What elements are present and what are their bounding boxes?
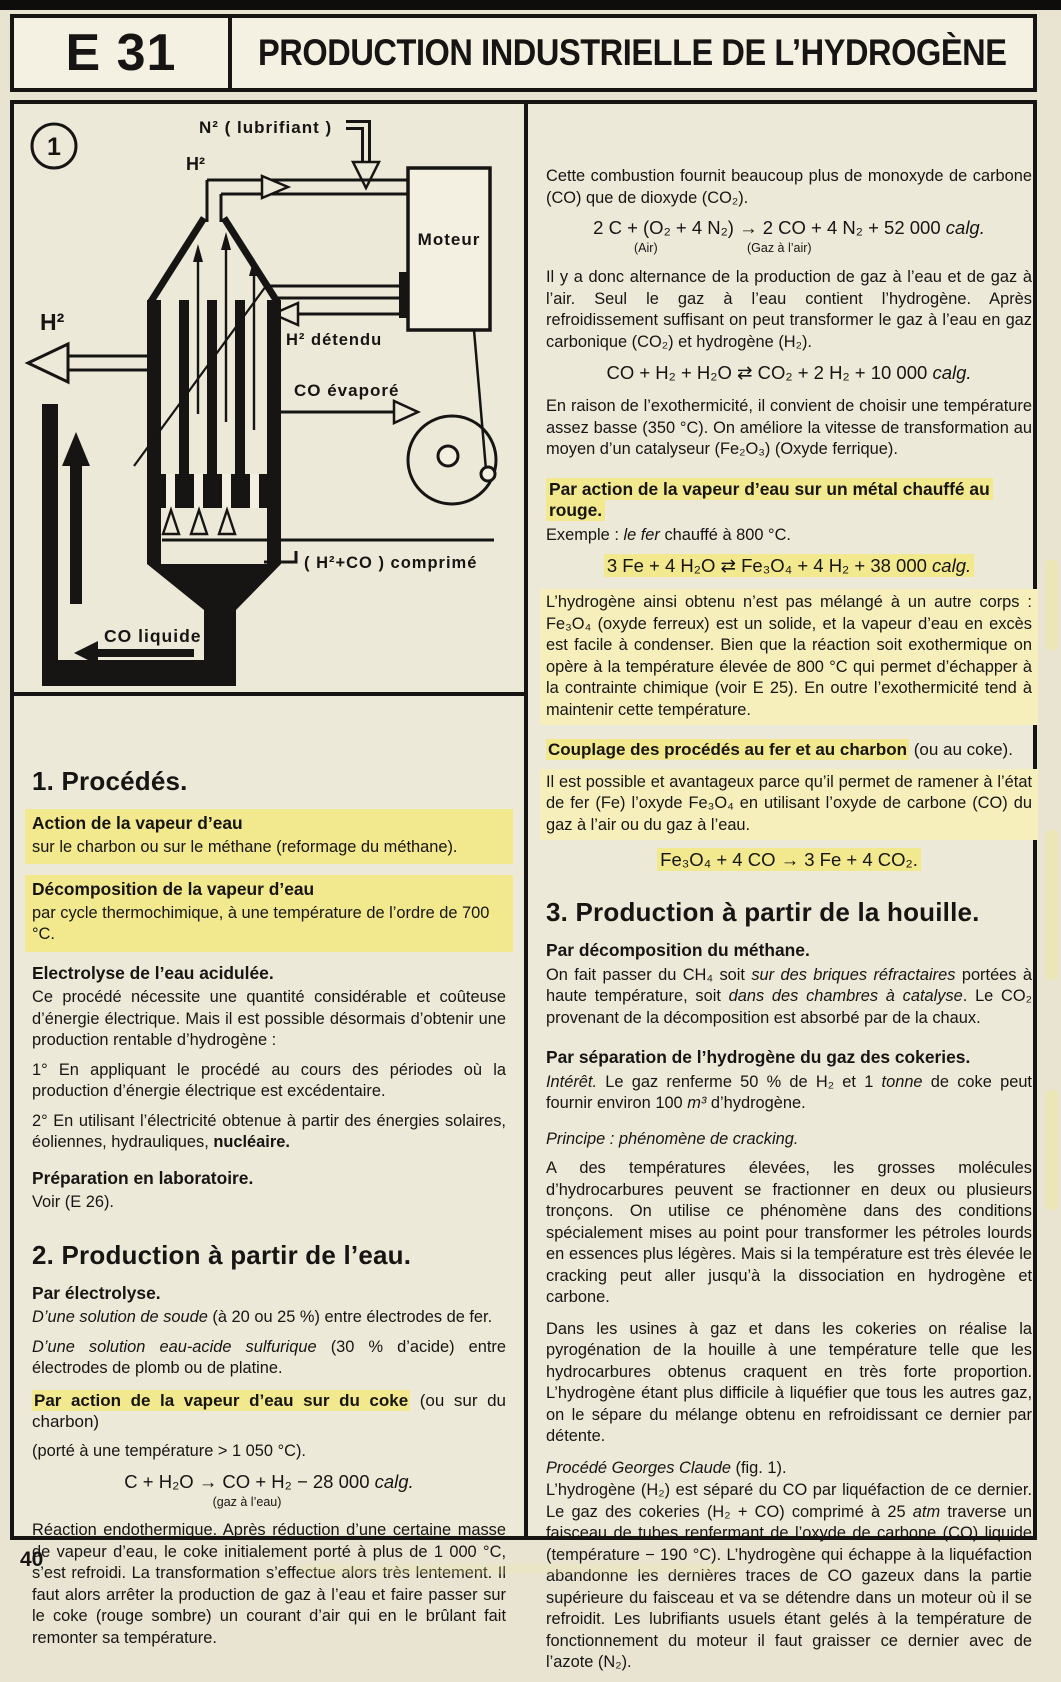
paragraph: (porté à une température > 1 050 °C). bbox=[32, 1441, 306, 1460]
paragraph: D’une solution eau-acide sulfurique (30 % d’acide) entre électrodes de plomb ou de platine. bbox=[32, 1337, 506, 1377]
hood-wall bbox=[224, 218, 278, 303]
highlight-block-vapeur bbox=[25, 809, 513, 864]
equation-reduction: Fe₃O₄ + 4 CO → 3 Fe + 4 CO₂. bbox=[546, 849, 1032, 871]
column-divider bbox=[524, 100, 528, 1540]
title-cell bbox=[232, 18, 1033, 88]
label-h2co-comprime: ( H²+CO ) comprimé bbox=[304, 554, 478, 572]
paragraph: En raison de l’exothermicité, il convient de choisir une température assez basse (350 °C). On améliore la vitesse de transformation au moyen d’un catalyseur (Fe₂O₃) (Oxyde ferrique). bbox=[546, 397, 1032, 458]
paragraph: A des températures élevées, les grosses molécules d’hydrocarbures peuvent se fractionner en deux ou plusieurs tronçons. On utilise ce phénomène dans des conditions spécialement mises au point pour transformer les pétroles lourds en essences plus légères. Mais si la température est très élevée le cracking peut aller jusqu’à la dissociation en hydrogène et carbone. bbox=[546, 1159, 1032, 1306]
bottom-duct bbox=[42, 660, 236, 686]
flow-right-arrow bbox=[394, 401, 418, 423]
right-column bbox=[546, 166, 1032, 1682]
subheading: Préparation en laboratoire. bbox=[32, 1167, 254, 1188]
label-n2-lubrifiant: N² ( lubrifiant ) bbox=[199, 118, 333, 137]
co-liquide-arrow-shaft bbox=[98, 649, 194, 657]
course-code: E 31 bbox=[14, 18, 232, 88]
paragraph: Réaction endothermique. Après réduction d’une certaine masse de vapeur d’eau, le coke initialement porté à plus de 1 000 °C, s’est refroidi. La transformation s’effectue alors très lentement. Il faut alors arrêter la production de gaz à l’eau et faire passer sur le coke (rouge sombre) un courant d’air qui en le brûlant fait remonter sa température. bbox=[32, 1521, 506, 1647]
crank-rod bbox=[474, 330, 486, 470]
paragraph: sur le charbon ou sur le méthane (reformage du méthane). bbox=[32, 837, 458, 856]
subheading: Electrolyse de l’eau acidulée. bbox=[32, 962, 274, 983]
feed-up-arrows bbox=[163, 510, 235, 534]
bottom-marker-streak bbox=[300, 1564, 720, 1574]
paragraph: 1° En appliquant le procédé au cours des périodes où la production d’énergie électrique est excédentaire. bbox=[32, 1060, 506, 1100]
tube-divider bbox=[207, 300, 217, 474]
paragraph: Voir (E 26). bbox=[32, 1193, 114, 1211]
paragraph: par cycle thermochimique, à une température de l’ordre de 700 °C. bbox=[32, 903, 490, 943]
page-title: PRODUCTION INDUSTRIELLE DE L’HYDROGÈNE bbox=[258, 32, 1007, 73]
crank-pin bbox=[481, 467, 495, 481]
paragraph: On fait passer du CH₄ soit sur des briques réfractaires portées à haute température, soit dans des chambres à catalyse. Le CO₂ provenant de la décomposition est absorbé par de la chaux. bbox=[546, 965, 1032, 1027]
paragraph-highlighted: L’hydrogène ainsi obtenu n’est pas mélangé à un autre corps : Fe₃O₄ (oxyde ferreux) est un solide, et la vapeur d’eau en excès est facile à condenser. Bien que la réaction soit exothermique on opère à la température élevée de 800 °C qui permet d’échapper à la contrainte chimique (voir E 25). En outre l’exothermicité tend à maintenir cette température. bbox=[540, 589, 1038, 725]
equation-fer-vapeur: 3 Fe + 4 H₂O ⇄ Fe₃O₄ + 4 H₂ + 38 000 calg. bbox=[546, 555, 1032, 577]
label-moteur: Moteur bbox=[417, 230, 481, 249]
equation-sublabels bbox=[546, 241, 1032, 257]
left-duct-wall bbox=[42, 404, 58, 686]
tube-slot bbox=[250, 474, 259, 508]
section-1-heading: 1. Procédés. bbox=[32, 766, 188, 796]
subheading-principe: Principe : phénomène de cracking. bbox=[546, 1129, 799, 1148]
equation-gaz-a-lair: 2 C + (O₂ + 4 N₂) → 2 CO + 4 N₂ + 52 000 calg. bbox=[593, 217, 985, 238]
subheading-metal-rouge: Par action de la vapeur d’eau sur un métal chauffé au rouge. bbox=[546, 479, 1032, 522]
header-box bbox=[10, 14, 1037, 92]
tube-divider bbox=[179, 300, 189, 474]
equation-sublabel: (gaz à l’eau) bbox=[212, 1495, 282, 1509]
tube-slot bbox=[194, 474, 203, 508]
subheading-georges-claude: Procédé Georges Claude (fig. 1). bbox=[546, 1458, 787, 1477]
hydrogen-liquefaction-diagram bbox=[14, 104, 524, 690]
paragraph: Il y a donc alternance de la production de gaz à l’eau et de gaz à l’air. Seul le gaz à l’eau contient l’hydrogène. Après refroidissement suffisant on peut transformer le gaz à l’eau en gaz carbonique (CO₂) et hydrogène (H₂). bbox=[546, 268, 1032, 351]
figure-1-panel bbox=[14, 104, 524, 690]
label-co-liquide: CO liquide bbox=[104, 626, 202, 646]
label-h2-top: H² bbox=[186, 154, 205, 174]
sublabel-gaz-a-lair: (Gaz à l’air) bbox=[747, 241, 812, 255]
reactor-wall-right bbox=[267, 300, 281, 564]
sublabel-air: (Air) bbox=[634, 241, 658, 255]
left-column bbox=[32, 766, 506, 1657]
tube-slot bbox=[166, 474, 175, 508]
subheading: Par séparation de l’hydrogène du gaz des cokeries. bbox=[546, 1047, 971, 1067]
scan-top-edge bbox=[0, 0, 1061, 10]
figure-number: 1 bbox=[47, 133, 61, 161]
paragraph: Ce procédé nécessite une quantité considérable et coûteuse d’énergie électrique. Mais il est possible désormais d’obtenir une production rentable d’hydrogène : bbox=[32, 988, 506, 1049]
paragraph-highlighted: Il est possible et avantageux parce qu’il permet de ramener à l’état de fer (Fe) l’oxyde Fe₃O₄ en utilisant l’oxyde de carbone (CO) du gaz à l’air ou du gaz à l’eau. bbox=[540, 769, 1038, 841]
subheading-coke: Par action de la vapeur d’eau sur du coke (ou sur du charbon) bbox=[32, 1390, 506, 1431]
equation-conversion: CO + H₂ + H₂O ⇄ CO₂ + 2 H₂ + 10 000 calg. bbox=[606, 362, 972, 383]
duct-up-arrow-shaft bbox=[70, 464, 82, 604]
paragraph: 2° En utilisant l’électricité obtenue à partir des énergies solaires, éoliennes, hydrauliques, nucléaire. bbox=[32, 1111, 506, 1151]
margin-marker-streak bbox=[1046, 560, 1058, 650]
moteur-inlet-tab bbox=[399, 272, 409, 318]
n2-pipe bbox=[346, 125, 366, 162]
subheading-couplage: Couplage des procédés au fer et au charbon (ou au coke). bbox=[548, 740, 1013, 759]
subheading: Par électrolyse. bbox=[32, 1282, 161, 1303]
label-h2-out: H² bbox=[40, 309, 65, 335]
subheading: Par décomposition du méthane. bbox=[546, 940, 810, 960]
paragraph: Intérêt. Le gaz renferme 50 % de H₂ et 1 tonne de coke peut fournir environ 100 m³ d’hydrogène. bbox=[546, 1072, 1032, 1112]
margin-marker-streak bbox=[1046, 830, 1058, 980]
figure-bottom-border bbox=[14, 692, 524, 696]
subheading: Décomposition de la vapeur d’eau bbox=[32, 879, 315, 899]
paragraph: L’hydrogène (H₂) est séparé du CO par liquéfaction de ce dernier. Le gaz des cokeries (H₂ + CO) comprimé à 25 atm traverse un faisceau de tubes renfermant de l’oxyde de carbone (CO) liquide (température − 190 °C). L’hydrogène qui échappe à la liquéfaction abandonne les dernières traces de CO gazeux dans la partie supérieure du faisceau et va se détendre dans un moteur où il se refroidit. Les lubrifiants usuels étant gelés à la température de fonctionnement du moteur il faut graisser ce dernier avec de l’azote (N₂). bbox=[546, 1481, 1032, 1671]
section-3-heading: 3. Production à partir de la houille. bbox=[546, 897, 980, 927]
equation-gaz-a-leau: C + H₂O → CO + H₂ − 28 000 calg. bbox=[124, 1471, 414, 1492]
label-co-evapore: CO évaporé bbox=[294, 381, 400, 400]
margin-marker-streak bbox=[1046, 1090, 1058, 1210]
subheading: Action de la vapeur d’eau bbox=[32, 813, 243, 833]
paragraph: D’une solution de soude (à 20 ou 25 %) entre électrodes de fer. bbox=[32, 1308, 493, 1326]
paragraph: Dans les usines à gaz et dans les cokeries on réalise la pyrogénation de la houille à une température telle que les hydrocarbures obtenus craquent en très forte proportion. L’hydrogène étant plus difficile à liquéfier que tous les autres gaz, on le sépare du mélange obtenu en refroidissant ce dernier par détente. bbox=[546, 1319, 1032, 1445]
label-h2-detendu: H² détendu bbox=[286, 331, 383, 349]
highlight-block-decomposition bbox=[25, 875, 513, 952]
flywheel-hub bbox=[438, 446, 458, 466]
section-2-heading: 2. Production à partir de l’eau. bbox=[32, 1239, 412, 1270]
n2-down-arrow bbox=[353, 162, 379, 188]
moteur-box bbox=[408, 168, 490, 330]
h2-out-arrow bbox=[28, 344, 68, 382]
paragraph-exemple: Exemple : le fer chauffé à 800 °C. bbox=[546, 525, 791, 544]
duct-up-arrow-head bbox=[62, 432, 90, 466]
paragraph: Cette combustion fournit beaucoup plus de monoxyde de carbone (CO) que de dioxyde (CO₂). bbox=[546, 167, 1032, 207]
tube-slot bbox=[222, 474, 231, 508]
page-number: 40 bbox=[20, 1548, 44, 1571]
